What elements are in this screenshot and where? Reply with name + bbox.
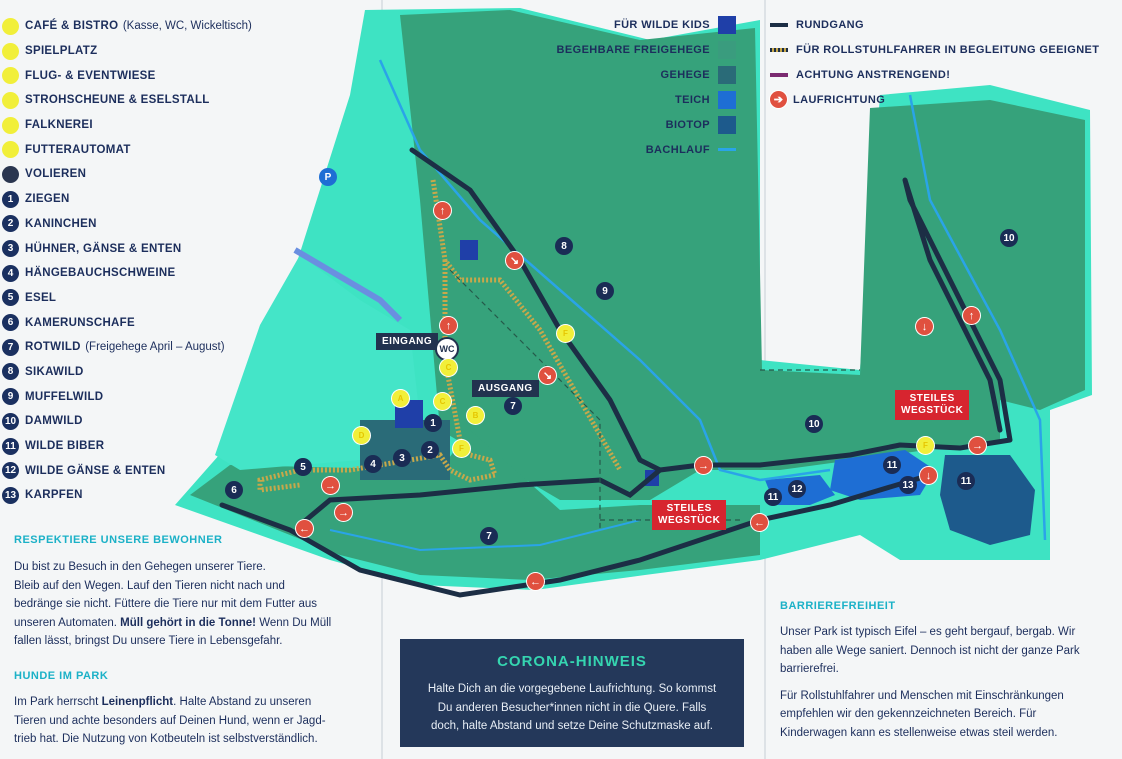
barriere-line: Unser Park ist typisch Eifel – es geht bergauf, bergab. Wir — [780, 626, 1076, 638]
legend-label: FLUG- & EVENTWIESE — [25, 69, 156, 82]
hunde-span: Im Park herrscht — [14, 696, 102, 708]
corona-line: Halte Dich an die vorgegebene Laufrichtung. So kommst — [427, 683, 717, 695]
barn-icon — [2, 92, 19, 109]
number-badge-icon: 2 — [2, 215, 19, 232]
facility-marker: F — [917, 437, 934, 454]
key-row — [540, 112, 736, 137]
enclosure-number: 13 — [899, 476, 917, 494]
number-badge-icon: 6 — [2, 314, 19, 331]
aviary-icon — [2, 166, 19, 183]
key-row — [540, 62, 736, 87]
legend-label: SIKAWILD — [25, 365, 84, 378]
legend-row — [2, 113, 302, 138]
legend-label: ROTWILD — [25, 341, 81, 354]
key-label: BEGEHBARE FREIGEHEGE — [556, 43, 710, 56]
enclosure-number: 8 — [555, 237, 573, 255]
number-badge-icon: 11 — [2, 438, 19, 455]
gehege-swatch — [718, 66, 736, 84]
legend-label: FALKNEREI — [25, 119, 93, 132]
legend-row — [2, 39, 302, 64]
barriere-line: haben alle Wege saniert. Dennoch ist nicht der ganze Park — [780, 644, 1080, 657]
corona-title: CORONA-HINWEIS — [497, 653, 647, 670]
anstrengend-swatch — [770, 73, 788, 77]
direction-arrow-icon: ← — [296, 520, 313, 537]
teich-swatch — [718, 91, 736, 109]
rundgang-swatch — [770, 23, 788, 27]
key-row — [540, 12, 736, 37]
cafe-icon — [2, 18, 19, 35]
facility-marker: C — [434, 393, 451, 410]
direction-arrow-icon: ➔ — [770, 91, 787, 108]
facility-marker: F — [557, 325, 574, 342]
steiles-line1: STEILES — [909, 393, 955, 404]
facility-marker: C — [440, 359, 457, 376]
legend-label: KARPFEN — [25, 489, 83, 502]
facility-marker: D — [353, 427, 370, 444]
respekt-line: fallen lässt, bringst Du unsere Tiere in Lebensgefahr. — [14, 635, 283, 647]
hunde-title: HUNDE IM PARK — [14, 670, 109, 682]
legend-label: WILDE GÄNSE & ENTEN — [25, 464, 166, 477]
direction-arrow-icon: ← — [751, 514, 768, 531]
key-label: TEICH — [675, 93, 710, 106]
hunde-line: trieb hat. Die Nutzung von Kotbeuteln ist selbstverständlich. — [14, 733, 318, 745]
corona-line: doch, halte Abstand und setze Deine Schutzmaske auf. — [431, 720, 713, 732]
respekt-line — [14, 614, 374, 633]
playground-icon — [2, 43, 19, 60]
legend-row — [2, 187, 302, 212]
key-row — [770, 87, 1100, 112]
respekt-line: bedränge sie nicht. Füttere die Tiere nur mit dem Futter aus — [14, 598, 317, 610]
key-row — [770, 12, 1100, 37]
barriere-line: Kinderwagen kann es stellenweise etwas steil werden. — [780, 726, 1058, 739]
key-row — [770, 37, 1100, 62]
enclosure-number: 10 — [1000, 229, 1018, 247]
enclosure-number: 11 — [883, 456, 901, 474]
legend-label: STROHSCHEUNE & ESELSTALL — [25, 94, 210, 107]
direction-arrow-icon: ↑ — [963, 307, 980, 324]
steiles-line2: WEGSTÜCK — [901, 405, 964, 416]
path-key — [770, 12, 1100, 112]
legend-row — [2, 212, 302, 237]
kids-block-2 — [460, 240, 478, 260]
respekt-line: Du bist zu Besuch in den Gehegen unserer Tiere. — [14, 561, 266, 573]
biotop-swatch — [718, 116, 736, 134]
legend-row — [2, 310, 302, 335]
barriere-text — [780, 623, 1120, 742]
spacer — [780, 679, 1120, 687]
respekt-line: Bleib auf den Wegen. Lauf den Tieren nicht nach und — [14, 579, 285, 592]
respekt-text-span: unseren Automaten. — [14, 616, 117, 629]
legend-row — [2, 236, 302, 261]
direction-arrow-icon: → — [322, 477, 339, 494]
direction-arrow-icon: → — [695, 457, 712, 474]
direction-arrow-icon: ← — [527, 573, 544, 590]
enclosure-number: 12 — [788, 480, 806, 498]
key-label: RUNDGANG — [796, 18, 864, 31]
enclosure-number: 7 — [480, 527, 498, 545]
area-key — [540, 12, 736, 162]
number-badge-icon: 5 — [2, 289, 19, 306]
eingang-label: EINGANG — [376, 333, 438, 350]
steiles-line1: STEILES — [666, 503, 712, 514]
legend-label: HÄNGEBAUCHSCHWEINE — [25, 267, 176, 280]
direction-arrow-icon: ↓ — [920, 467, 937, 484]
bachlauf-swatch — [718, 148, 736, 151]
direction-arrow-icon: ↘ — [539, 367, 556, 384]
key-label: LAUFRICHTUNG — [793, 93, 886, 106]
event-icon — [2, 67, 19, 84]
direction-arrow-icon: ↑ — [434, 202, 451, 219]
legend-row — [2, 162, 302, 187]
respekt-text — [14, 558, 374, 651]
enclosure-number: 10 — [805, 415, 823, 433]
hunde-bold: Leinenpflicht — [101, 696, 174, 708]
falcon-icon — [2, 117, 19, 134]
enclosure-number: 2 — [421, 441, 439, 459]
parking-icon: P — [319, 168, 337, 186]
corona-text — [400, 680, 744, 736]
enclosure-number: 3 — [393, 449, 411, 467]
legend-sub: (Kasse, WC, Wickeltisch) — [122, 20, 252, 33]
number-badge-icon: 8 — [2, 363, 19, 380]
enclosure-number: 11 — [764, 488, 782, 506]
hunde-line — [14, 693, 374, 712]
legend-row — [2, 88, 302, 113]
hunde-span: . Halte Abstand zu unseren — [173, 696, 312, 708]
legend-row — [2, 286, 302, 311]
number-badge-icon: 9 — [2, 388, 19, 405]
steiles-wegstueck-label — [895, 390, 969, 420]
legend-row — [2, 409, 302, 434]
rollstuhl-swatch — [770, 48, 788, 52]
key-row — [540, 87, 736, 112]
hunde-text — [14, 693, 374, 749]
direction-arrow-icon: → — [969, 437, 986, 454]
number-badge-icon: 13 — [2, 487, 19, 504]
legend-label: HÜHNER, GÄNSE & ENTEN — [25, 242, 182, 255]
legend-label: SPIELPLATZ — [25, 45, 98, 58]
enclosure-number: 5 — [294, 458, 312, 476]
facility-marker: F — [453, 440, 470, 457]
number-badge-icon: 10 — [2, 413, 19, 430]
steiles-line2: WEGSTÜCK — [658, 515, 721, 526]
number-badge-icon: 4 — [2, 265, 19, 282]
legend-row — [2, 335, 302, 360]
corona-box — [400, 639, 744, 747]
legend-label: KAMERUNSCHAFE — [25, 316, 135, 329]
key-label: FÜR WILDE KIDS — [613, 18, 710, 31]
direction-arrow-icon: → — [335, 504, 352, 521]
enclosure-number: 4 — [364, 455, 382, 473]
kids-swatch — [718, 16, 736, 34]
legend-label: DAMWILD — [25, 415, 83, 428]
legend-label: ZIEGEN — [25, 193, 70, 206]
legend-label: MUFFELWILD — [25, 390, 104, 403]
enclosure-number: 1 — [424, 414, 442, 432]
legend-row — [2, 360, 302, 385]
legend-row — [2, 458, 302, 483]
barriere-line: Für Rollstuhlfahrer und Menschen mit Einschränkungen — [780, 689, 1064, 702]
key-row — [540, 137, 736, 162]
barriere-title: BARRIEREFREIHEIT — [780, 600, 896, 612]
legend-label: WILDE BIBER — [25, 440, 105, 453]
numbered-legend — [2, 187, 302, 508]
number-badge-icon: 1 — [2, 191, 19, 208]
number-badge-icon: 7 — [2, 339, 19, 356]
key-row — [540, 37, 736, 62]
legend-label: CAFÉ & BISTRO — [25, 20, 119, 33]
freigehege-swatch — [718, 41, 736, 59]
key-label: BIOTOP — [665, 118, 710, 131]
legend-sub: (Freigehege April – August) — [85, 341, 225, 354]
steiles-wegstueck-label — [652, 500, 726, 530]
facility-marker: B — [467, 407, 484, 424]
direction-arrow-icon: ↑ — [440, 317, 457, 334]
corona-line: Du anderen Besucher*innen nicht in die Quere. Falls — [437, 701, 707, 714]
respekt-text-span: Wenn Du Müll — [256, 616, 332, 629]
respekt-bold: Müll gehört in die Tonne! — [120, 616, 256, 629]
facility-marker: A — [392, 390, 409, 407]
direction-arrow-icon: ↘ — [506, 252, 523, 269]
key-label: FÜR ROLLSTUHLFAHRER IN BEGLEITUNG GEEIGNET — [796, 43, 1100, 56]
legend-row — [2, 483, 302, 508]
direction-arrow-icon: ↓ — [916, 318, 933, 335]
legend-row — [2, 63, 302, 88]
key-label: BACHLAUF — [645, 143, 710, 156]
legend-label: VOLIEREN — [25, 168, 87, 181]
number-badge-icon: 3 — [2, 240, 19, 257]
ausgang-label: AUSGANG — [472, 380, 539, 397]
key-label: ACHTUNG ANSTRENGEND! — [796, 68, 951, 81]
respekt-title: RESPEKTIERE UNSERE BEWOHNER — [14, 534, 223, 546]
hunde-line: Tieren und achte besonders auf Deinen Hund, wenn er Jagd- — [14, 714, 326, 727]
key-label: GEHEGE — [660, 68, 710, 81]
enclosure-number: 7 — [504, 397, 522, 415]
legend-row — [2, 137, 302, 162]
barriere-line: empfehlen wir den gekennzeichneten Bereich. Für — [780, 708, 1037, 720]
key-row — [770, 62, 1100, 87]
enclosure-number: 6 — [225, 481, 243, 499]
legend-row — [2, 384, 302, 409]
legend-label: KANINCHEN — [25, 217, 97, 230]
feeder-icon — [2, 141, 19, 158]
legend-row — [2, 434, 302, 459]
legend-row — [2, 14, 302, 39]
enclosure-number: 9 — [596, 282, 614, 300]
enclosure-number: 11 — [957, 472, 975, 490]
legend-label: FUTTERAUTOMAT — [25, 143, 131, 156]
legend — [2, 14, 302, 508]
barriere-line: barrierefrei. — [780, 663, 839, 675]
number-badge-icon: 12 — [2, 462, 19, 479]
legend-label: ESEL — [25, 291, 57, 304]
wc-icon: WC — [435, 337, 459, 361]
legend-row — [2, 261, 302, 286]
